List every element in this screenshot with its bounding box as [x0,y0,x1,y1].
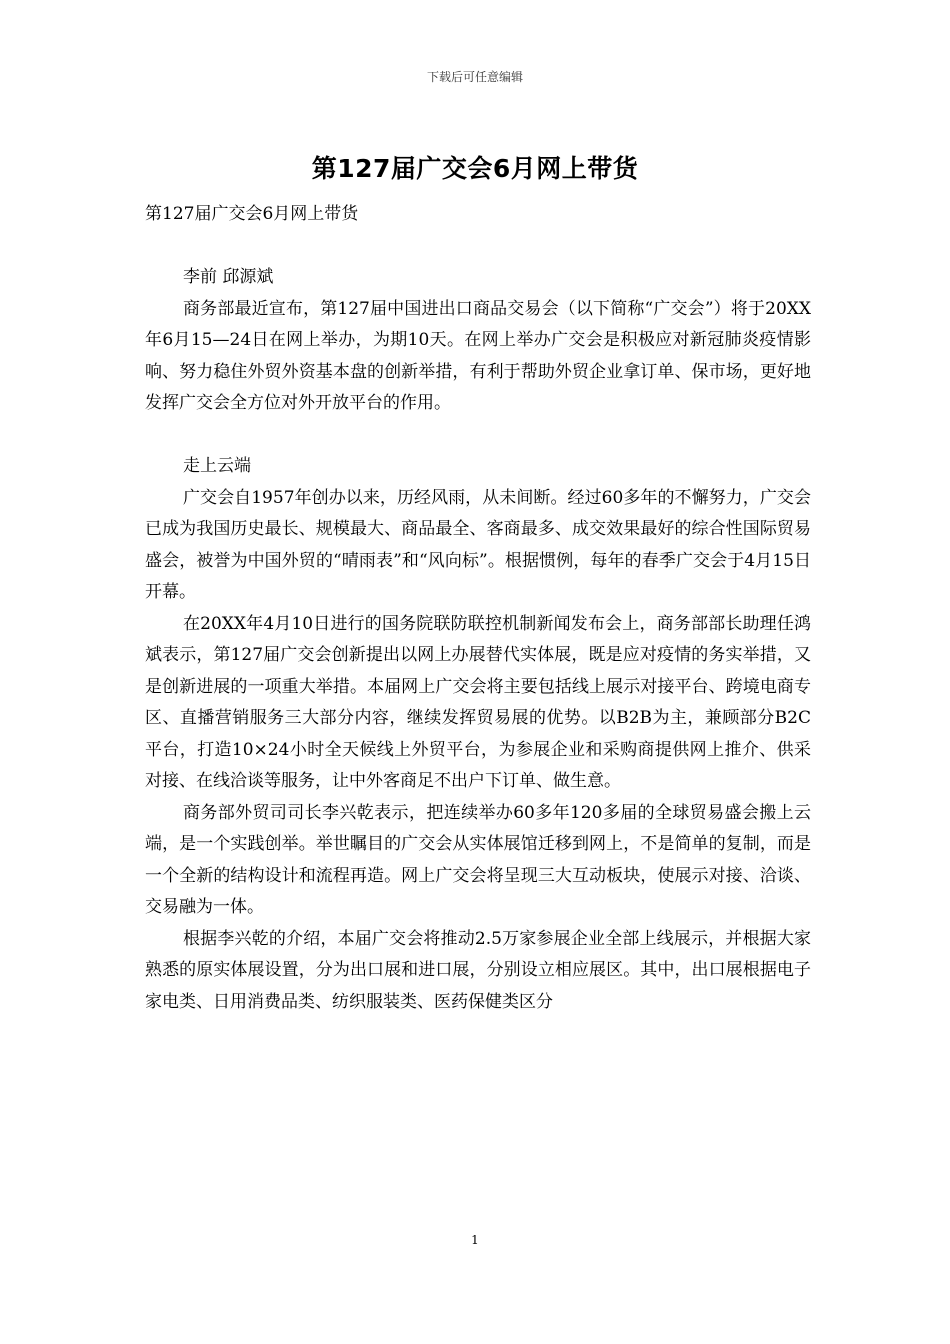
header-note: 下载后可任意编辑 [426,70,523,84]
paragraph-press-conference: 在20XX年4月10日进行的国务院联防联控机制新闻发布会上，商务部部长助理任鸿斌表示，第127届广交会创新提出以网上办展替代实体展，既是应对疫情的务实举措，又是创新进展的一项重大举措。本届网上广交会将主要包括线上展示对接平台、跨境电商专区、直播营销服务三大部分内容，继续发挥贸易展的优势。以B2B为主，兼顾部分B2C平台，打造10×24小时全天候线上外贸平台，为参展企业和采购商提供网上推介、供采对接、在线洽谈等服务，让中外客商足不出户下订单、做生意。 [145,613,811,791]
document-subtitle: 第127届广交会6月网上带货 [145,204,359,224]
document-body [145,199,811,1018]
paragraph-exhibitors: 根据李兴乾的介绍，本届广交会将推动2.5万家参展企业全部上线展示，并根据大家熟悉的原实体展设置，分为出口展和进口展，分别设立相应展区。其中，出口展根据电子家电类、日用消费品类、纺织服装类、医药保健类区分 [145,928,811,1012]
paragraph-history: 广交会自1957年创办以来，历经风雨，从未间断。经过60多年的不懈努力，广交会已成为我国历史最长、规模最大、商品最全、客商最多、成交效果最好的综合性国际贸易盛会，被誉为中国外贸的“晴雨表”和“风向标”。根据惯例，每年的春季广交会于4月15日开幕。 [145,487,811,602]
document-title: 第127届广交会6月网上带货 [311,154,639,183]
section-heading: 走上云端 [183,456,251,476]
page-number: 1 [471,1233,479,1247]
blank-line [145,231,811,263]
blank-line [145,420,811,452]
paragraph-cloud: 商务部外贸司司长李兴乾表示，把连续举办60多年120多届的全球贸易盛会搬上云端，是一个实践创举。举世瞩目的广交会从实体展馆迁移到网上，不是简单的复制，而是一个全新的结构设计和流程再造。网上广交会将呈现三大互动板块，使展示对接、洽谈、交易融为一体。 [145,802,811,917]
authors-line: 李前 邱源斌 [183,267,274,287]
paragraph-intro: 商务部最近宣布，第127届中国进出口商品交易会（以下简称“广交会”）将于20XX年6月15—24日在网上举办，为期10天。在网上举办广交会是积极应对新冠肺炎疫情影响、努力稳住外贸外资基本盘的创新举措，有利于帮助外贸企业拿订单、保市场，更好地发挥广交会全方位对外开放平台的作用。 [145,298,811,413]
